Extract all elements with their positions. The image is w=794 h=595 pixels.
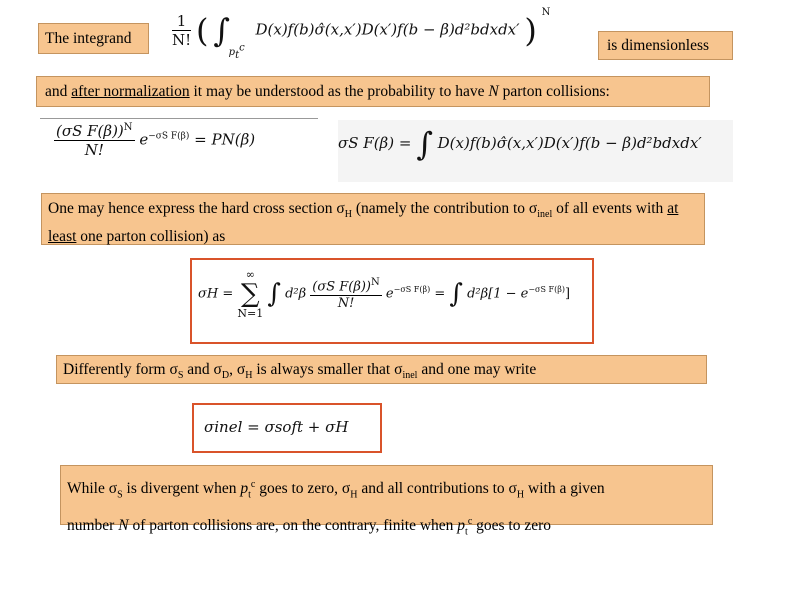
integrand-power: N [541, 6, 551, 18]
integral-sign: ∫ [213, 11, 230, 50]
sigma-inel-equation: σinel = σsoft + σH [204, 418, 349, 436]
hard-cross-section-box: One may hence express the hard cross section $\sigma_H$ (namely the contribution to $\sigma_{inel}$ of all events with at least one parton collision) as [41, 193, 705, 245]
integrand-body: D(x)f(b)σ̂(x,x′)D(x′)f(b − β)d²bdxdx′ [255, 20, 520, 39]
normalization-box: and after normalization it may be understood as the probability to have N parton collisions: [36, 76, 710, 107]
dimensionless-label: is dimensionless [607, 37, 710, 54]
label-integrand-box [38, 23, 149, 54]
probability-equation: $\frac{(\sigma S F(\beta))^N}{N!} e^{-\sigma S F(\beta)} = PN(\beta)$ [56, 122, 256, 159]
differently-box: Differently form $\sigma_S$ and $\sigma_D$, $\sigma_H$ is always smaller that $\sigma_{inel}$ and one may write [56, 355, 707, 384]
integrand-equation [172, 6, 551, 61]
one-over-nfact: $\frac{1}{N!}$ [172, 12, 192, 49]
paren-close: ) [524, 11, 537, 50]
divider-line [40, 118, 318, 119]
label-dimensionless-box [598, 31, 733, 60]
paren-open: ( [195, 11, 209, 50]
divergence-box: While $\sigma_S$ is divergent when $p_t^c$ goes to zero, $\sigma_H$ and all contributions to $\sigma_H$ with a given number N of parton collisions are, on the contrary, finite when $p_t^c$ goes to zero [60, 465, 713, 525]
sigma-h-equation: σH = ∞ ∑ N=1 ∫ d²β $\frac{(\sigma S F(\beta))^N}{N!} e^{-\sigma S F(\beta)}$ = ∫ $d^2\beta[1 - e^{-\sigma S F(\beta)}]$ [198, 268, 571, 320]
integral-lower: ptc [228, 42, 245, 61]
sigma-s-f-equation: σS F(β) = ∫ D(x)f(b)σ̂(x,x′)D(x′)f(b − β)d²bdxdx′ [338, 120, 733, 182]
integrand-label: The integrand [45, 30, 132, 47]
